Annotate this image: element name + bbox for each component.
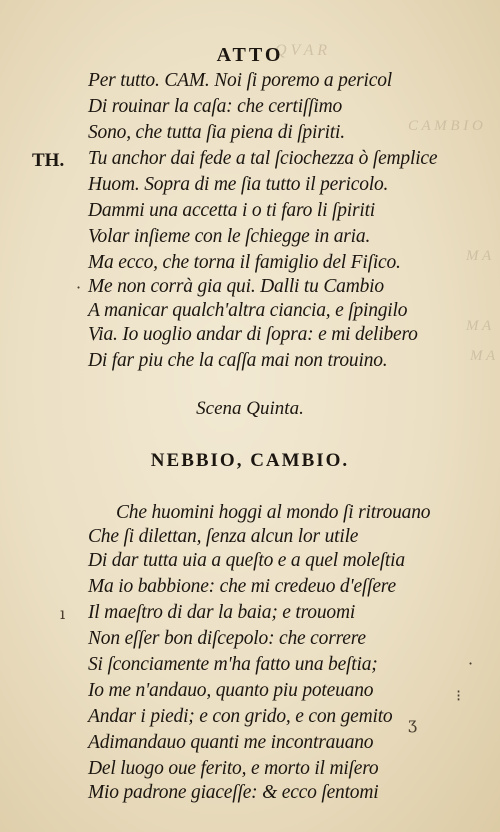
bleed-through-text: M A <box>466 318 492 334</box>
margin-mark: · <box>468 654 474 673</box>
verse-line: Dammi una accetta i o ti faro li ſpiriti <box>88 200 376 221</box>
margin-mark: ʒ <box>408 714 418 733</box>
verse-line: Di rouinar la caſa: che certiſſimo <box>88 96 343 117</box>
character-list: NEBBIO, CAMBIO. <box>150 450 350 471</box>
verse-line: A manicar qualch'altra ciancia, e ſpingilo <box>88 300 408 321</box>
verse-line: Di dar tutta uia a queſto e a quel moleſtia <box>88 550 405 571</box>
scene-heading: Scena Quinta. <box>196 398 304 419</box>
verse-line: Di far piu che la caſſa mai non trouino. <box>88 350 388 371</box>
verse-line: Mio padrone giaceſſe: & ecco ſentomi <box>88 782 379 803</box>
verse-line: Che ſi dilettan, ſenza alcun lor utile <box>88 526 359 547</box>
verse-line: Del luogo oue ferito, e morto il miſero <box>88 758 379 779</box>
speaker-label: TH. <box>32 150 65 171</box>
margin-mark: ⁝ <box>456 686 462 705</box>
margin-mark: ı <box>60 604 66 623</box>
verse-line: Ma ecco, che torna il famiglio del Fiſico. <box>88 252 401 273</box>
verse-line: Me non corrà gia qui. Dalli tu Cambio <box>88 276 384 297</box>
bleed-through-text: Q V A R <box>275 42 328 59</box>
verse-line: Huom. Sopra di me ſia tutto il pericolo. <box>88 174 389 195</box>
verse-line: Si ſconciamente m'ha fatto una beſtia; <box>88 654 378 675</box>
verse-line: Tu anchor dai fede a tal ſciochezza ò ſemplice <box>88 148 438 169</box>
bleed-through-text: C A M B I O <box>408 118 483 134</box>
bleed-through-text: M A <box>470 348 496 364</box>
verse-line: Sono, che tutta ſia piena di ſpiriti. <box>88 122 345 143</box>
verse-line: Per tutto. CAM. Noi ſi poremo a pericol <box>88 70 392 91</box>
bleed-through-text: M A <box>466 248 492 264</box>
verse-line: Adimandauo quanti me incontrauano <box>88 732 374 753</box>
verse-line: Volar inſieme con le ſchiegge in aria. <box>88 226 371 247</box>
page-header: ATTO <box>216 44 284 66</box>
margin-mark: · <box>76 278 82 297</box>
verse-line: Via. Io uoglio andar di ſopra: e mi delibero <box>88 324 418 345</box>
verse-line: Io me n'andauo, quanto piu poteuano <box>88 680 374 701</box>
verse-line: Andar i piedi; e con grido, e con gemito <box>88 706 393 727</box>
verse-line: Ma io babbione: che mi credeuo d'eſſere <box>88 576 396 597</box>
verse-line: Il maeſtro di dar la baia; e trouomi <box>88 602 356 623</box>
verse-line: Non eſſer bon diſcepolo: che correre <box>88 628 366 649</box>
verse-line: Che huomini hoggi al mondo ſi ritrouano <box>116 502 431 523</box>
